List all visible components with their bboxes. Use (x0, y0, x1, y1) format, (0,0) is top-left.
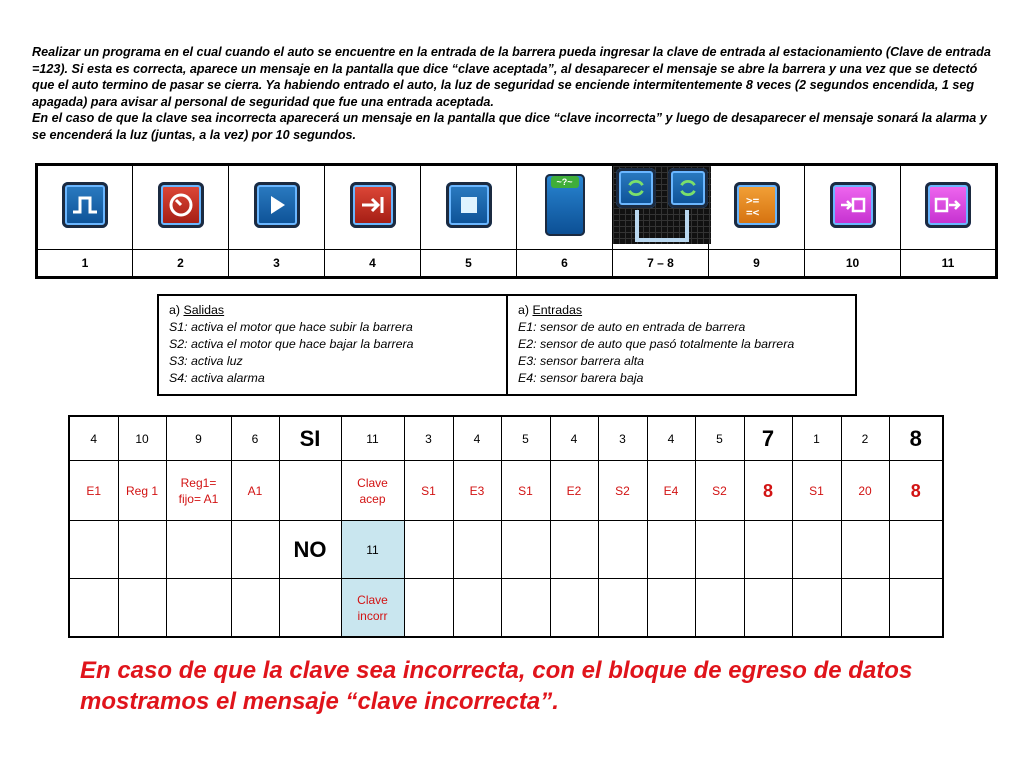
instructions-paragraph-2: En el caso de que la clave sea incorrecta aparecerá un mensaje en la pantalla que dice “clave incorrecta” y luego de desaparecer el mensaje sonará la alarma y se encenderá la luz (juntas, a la vez) por 10 segundos. (32, 111, 987, 142)
input-data-icon[interactable] (925, 182, 971, 228)
empty-cell (231, 579, 279, 638)
block-number[interactable]: 4 (550, 416, 598, 461)
empty-cell (841, 579, 889, 638)
icon-number: 7 – 8 (613, 250, 709, 278)
empty-cell (744, 579, 792, 638)
block-param[interactable]: S1 (404, 461, 453, 521)
branch-si-label: SI (279, 416, 341, 461)
empty-cell (501, 579, 550, 638)
block-number[interactable]: 11 (341, 416, 404, 461)
icon-number: 9 (709, 250, 805, 278)
empty-cell (166, 579, 231, 638)
loop-bracket (635, 210, 689, 242)
instructions-text (32, 44, 997, 144)
block-number[interactable]: 4 (69, 416, 118, 461)
icon-number: 6 (517, 250, 613, 278)
loop-start-number[interactable]: 7 (744, 416, 792, 461)
empty-cell (501, 521, 550, 579)
entradas-heading: a) Entradas (518, 303, 583, 317)
empty-cell (647, 579, 695, 638)
program-grid (68, 415, 944, 638)
empty-cell (792, 579, 841, 638)
empty-cell (550, 579, 598, 638)
pulse-icon[interactable] (62, 182, 108, 228)
empty-cell (695, 579, 744, 638)
loop-start-icon (616, 168, 656, 208)
salidas-column (159, 296, 506, 394)
entrada-item: E1: sensor de auto en entrada de barrera (518, 320, 746, 334)
stop-icon[interactable] (446, 182, 492, 228)
icon-number: 11 (901, 250, 997, 278)
icon-cell-11 (901, 165, 997, 250)
display-icon-label: ~?~ (551, 176, 579, 188)
block-number[interactable]: 4 (453, 416, 501, 461)
empty-cell (231, 521, 279, 579)
loop-end-icon (668, 168, 708, 208)
block-number[interactable]: 2 (841, 416, 889, 461)
icon-cell-3 (229, 165, 325, 250)
timer-icon[interactable] (158, 182, 204, 228)
empty-cell (453, 521, 501, 579)
icon-number: 10 (805, 250, 901, 278)
block-icons-table (35, 163, 998, 279)
icon-cell-7-8 (613, 165, 709, 250)
icon-cell-2 (133, 165, 229, 250)
empty-cell (647, 521, 695, 579)
block-param[interactable]: 20 (841, 461, 889, 521)
block-number[interactable]: 9 (166, 416, 231, 461)
block-number[interactable]: 6 (231, 416, 279, 461)
empty-cell (453, 579, 501, 638)
icon-number: 5 (421, 250, 517, 278)
icon-number: 2 (133, 250, 229, 278)
icon-cell-10 (805, 165, 901, 250)
block-param[interactable]: E3 (453, 461, 501, 521)
empty-cell (841, 521, 889, 579)
no-block-param[interactable]: Clave incorr (341, 579, 404, 638)
empty-cell (279, 579, 341, 638)
salida-item: S4: activa alarma (169, 371, 265, 385)
block-number[interactable]: 5 (501, 416, 550, 461)
empty-cell (744, 521, 792, 579)
empty-cell (404, 521, 453, 579)
salida-item: S3: activa luz (169, 354, 243, 368)
empty-cell (69, 521, 118, 579)
empty-cell (550, 521, 598, 579)
entrada-item: E2: sensor de auto que pasó totalmente la barrera (518, 337, 795, 351)
block-param[interactable]: Reg 1 (118, 461, 166, 521)
output-data-icon[interactable] (830, 182, 876, 228)
block-number[interactable]: 10 (118, 416, 166, 461)
entrada-item: E3: sensor barrera alta (518, 354, 645, 368)
block-number[interactable]: 3 (404, 416, 453, 461)
empty-cell (598, 579, 647, 638)
play-icon[interactable] (254, 182, 300, 228)
block-param[interactable]: E2 (550, 461, 598, 521)
skip-icon[interactable] (350, 182, 396, 228)
block-number[interactable]: 4 (647, 416, 695, 461)
block-param[interactable]: S2 (598, 461, 647, 521)
loop-count-param[interactable]: 8 (744, 461, 792, 521)
block-param[interactable]: E1 (69, 461, 118, 521)
block-param[interactable]: Clave acep (341, 461, 404, 521)
icon-cell-1 (37, 165, 133, 250)
empty-cell (792, 521, 841, 579)
block-number[interactable]: 3 (598, 416, 647, 461)
footer-note: En caso de que la clave sea incorrecta, con el bloque de egreso de datos mostramos el mensaje “clave incorrecta”. (80, 657, 913, 715)
empty-cell (889, 521, 943, 579)
icon-cell-4 (325, 165, 421, 250)
display-icon[interactable] (545, 174, 585, 236)
entrada-item: E4: sensor barera baja (518, 371, 644, 385)
block-param[interactable]: S1 (792, 461, 841, 521)
svg-text:=<: =< (745, 206, 759, 219)
empty-cell (118, 579, 166, 638)
empty-cell (598, 521, 647, 579)
block-number[interactable]: 5 (695, 416, 744, 461)
empty-cell (889, 579, 943, 638)
block-param[interactable]: A1 (231, 461, 279, 521)
empty-cell (404, 579, 453, 638)
branch-no-label: NO (279, 521, 341, 579)
salidas-heading: a) Salidas (169, 303, 225, 317)
icon-cell-5 (421, 165, 517, 250)
svg-text:>=: >= (745, 194, 759, 207)
icon-cell-6 (517, 165, 613, 250)
entradas-column (506, 296, 855, 394)
loop-end-number[interactable]: 8 (889, 416, 943, 461)
salida-item: S1: activa el motor que hace subir la barrera (169, 320, 413, 334)
block-param[interactable]: Reg1= fijo= A1 (166, 461, 231, 521)
icon-number: 4 (325, 250, 421, 278)
empty-cell (118, 521, 166, 579)
loop-icon[interactable] (613, 166, 711, 244)
icon-number: 1 (37, 250, 133, 278)
block-param[interactable]: E4 (647, 461, 695, 521)
salida-item: S2: activa el motor que hace bajar la barrera (169, 337, 414, 351)
instructions-paragraph-1: Realizar un programa en el cual cuando el auto se encuentre en la entrada de la barrera pueda ingresar la clave de entrada al estacionamiento (Clave de entrada =123). Si esta es correcta, aparece un mensaje en la pantalla que dice “clave aceptada”, al desaparecer el mensaje se abre la barrera y una vez que se detectó que el auto termino de pasar se cierra. Ya habiendo entrado el auto, la luz de seguridad se enciende intermitentemente 8 veces (2 segundos encendida, 1 seg apagada) para avisar al personal de seguridad que fue una entrada aceptada. (32, 45, 991, 109)
block-param-empty (279, 461, 341, 521)
compare-icon[interactable] (734, 182, 780, 228)
icon-number: 3 (229, 250, 325, 278)
block-param[interactable]: S1 (501, 461, 550, 521)
empty-cell (69, 579, 118, 638)
block-param[interactable]: S2 (695, 461, 744, 521)
icon-cell-9 (709, 165, 805, 250)
empty-cell (166, 521, 231, 579)
empty-cell (695, 521, 744, 579)
no-block-number[interactable]: 11 (341, 521, 404, 579)
block-number[interactable]: 1 (792, 416, 841, 461)
loop-count-param[interactable]: 8 (889, 461, 943, 521)
io-definitions (157, 294, 857, 396)
